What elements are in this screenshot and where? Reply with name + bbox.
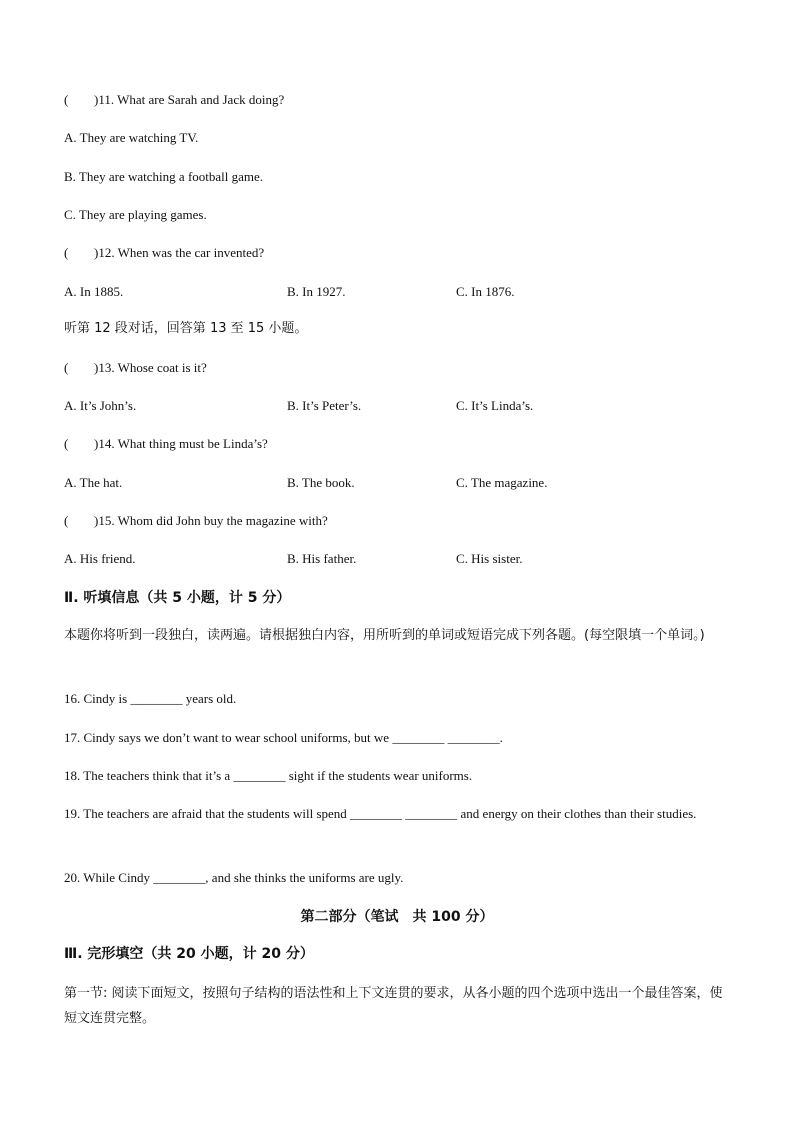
question-17: 17. Cindy says we don’t want to wear school uniforms, but we ________ ________. — [64, 730, 503, 745]
section-3-instruction: 第一节: 阅读下面短文，按照句子结构的语法性和上下文连贯的要求，从各小题的四个选项中选出一个最佳答案，使短文连贯完整。 — [64, 986, 723, 1026]
instruction-dialogue-12: 听第 12 段对话，回答第 13 至 15 小题。 — [64, 321, 308, 336]
option-c: C. It’s Linda’s. — [456, 398, 534, 413]
option-a: A. His friend. — [64, 551, 136, 566]
option-c: C. His sister. — [456, 551, 523, 566]
question-text: )11. What are Sarah and Jack doing? — [94, 92, 285, 107]
question-11 — [64, 92, 284, 108]
answer-bracket[interactable]: ( — [64, 245, 69, 260]
question-text: )14. What thing must be Linda’s? — [94, 436, 268, 451]
option-a: A. In 1885. — [64, 284, 124, 299]
question-12 — [64, 245, 264, 261]
option-c: C. In 1876. — [456, 284, 515, 299]
question-text: )12. When was the car invented? — [94, 245, 265, 260]
question-14 — [64, 436, 268, 452]
question-15 — [64, 513, 328, 529]
section-2-instruction: 本题你将听到一段独白，读两遍。请根据独白内容，用所听到的单词或短语完成下列各题。(每空限填一个单词。) — [64, 628, 705, 643]
section-3-heading: Ⅲ. 完形填空（共 20 小题，计 20 分） — [64, 946, 314, 962]
answer-bracket[interactable]: ( — [64, 92, 69, 107]
answer-bracket[interactable]: ( — [64, 360, 69, 375]
question-18: 18. The teachers think that it’s a ________ sight if the students wear uniforms. — [64, 768, 473, 783]
question-13 — [64, 360, 207, 376]
question-text: )15. Whom did John buy the magazine with? — [94, 513, 328, 528]
question-text: )13. Whose coat is it? — [94, 360, 207, 375]
option-b: B. His father. — [287, 551, 357, 566]
option-a: A. They are watching TV. — [64, 130, 199, 145]
part-2-title: 第二部分（笔试 共 100 分） — [300, 909, 494, 925]
option-c: C. They are playing games. — [64, 207, 207, 222]
option-b: B. In 1927. — [287, 284, 346, 299]
option-b: B. They are watching a football game. — [64, 169, 264, 184]
question-20: 20. While Cindy ________, and she thinks the uniforms are ugly. — [64, 870, 404, 885]
question-16: 16. Cindy is ________ years old. — [64, 691, 237, 706]
option-b: B. It’s Peter’s. — [287, 398, 362, 413]
question-19: 19. The teachers are afraid that the students will spend ________ ________ and energy on their clothes than their studies. — [64, 806, 697, 821]
option-a: A. It’s John’s. — [64, 398, 137, 413]
answer-bracket[interactable]: ( — [64, 513, 69, 528]
answer-bracket[interactable]: ( — [64, 436, 69, 451]
option-b: B. The book. — [287, 475, 355, 490]
section-2-heading: Ⅱ. 听填信息（共 5 小题，计 5 分） — [64, 590, 291, 606]
option-c: C. The magazine. — [456, 475, 548, 490]
option-a: A. The hat. — [64, 475, 123, 490]
